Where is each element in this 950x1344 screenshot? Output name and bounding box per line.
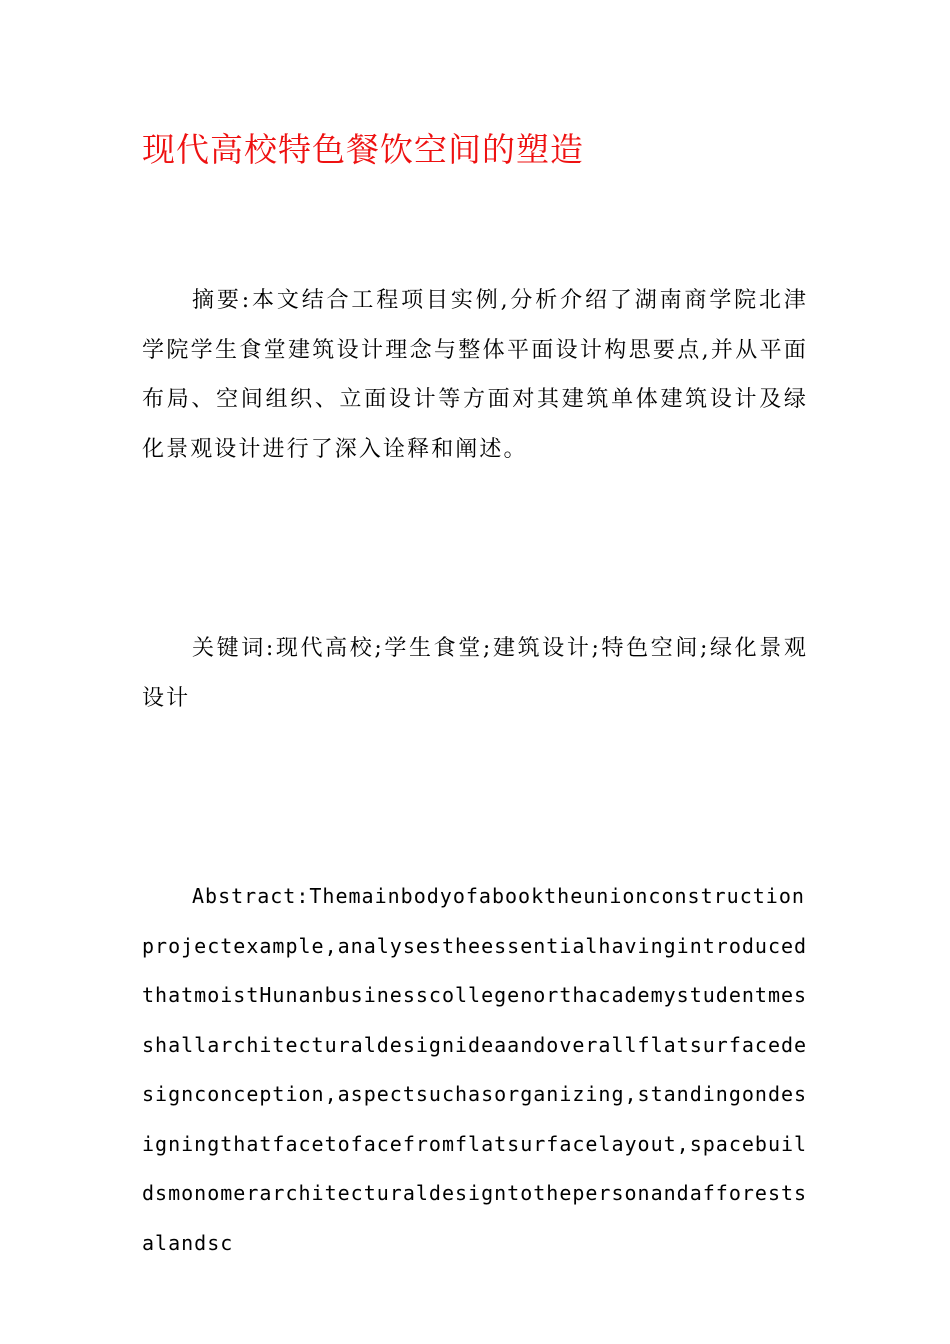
english-abstract: Abstract:Themainbodyofabooktheunionconstructionprojectexample,analysestheessentialhavingintroducedthatmoistHunanbusinesscollegenorthacademystudentmesshallarchitecturaldesignideaandoverallflatsurfacedesignconception,aspectsuchasorganizing,standingondesigningthatfacetofacefromflatsurfacelayout,spacebuildsmonomerarchitecturaldesigntothepersonandafforestsalandsc bbox=[142, 884, 808, 1255]
chinese-abstract: 摘要:本文结合工程项目实例,分析介绍了湖南商学院北津学院学生食堂建筑设计理念与整体平面设计构思要点,并从平面布局、空间组织、立面设计等方面对其建筑单体建筑设计及绿化景观设计进行了深入诠释和阐述。 bbox=[142, 288, 808, 462]
keywords: 关键词:现代高校;学生食堂;建筑设计;特色空间;绿化景观设计 bbox=[142, 636, 808, 711]
document-title: 现代高校特色餐饮空间的塑造 bbox=[142, 130, 584, 169]
